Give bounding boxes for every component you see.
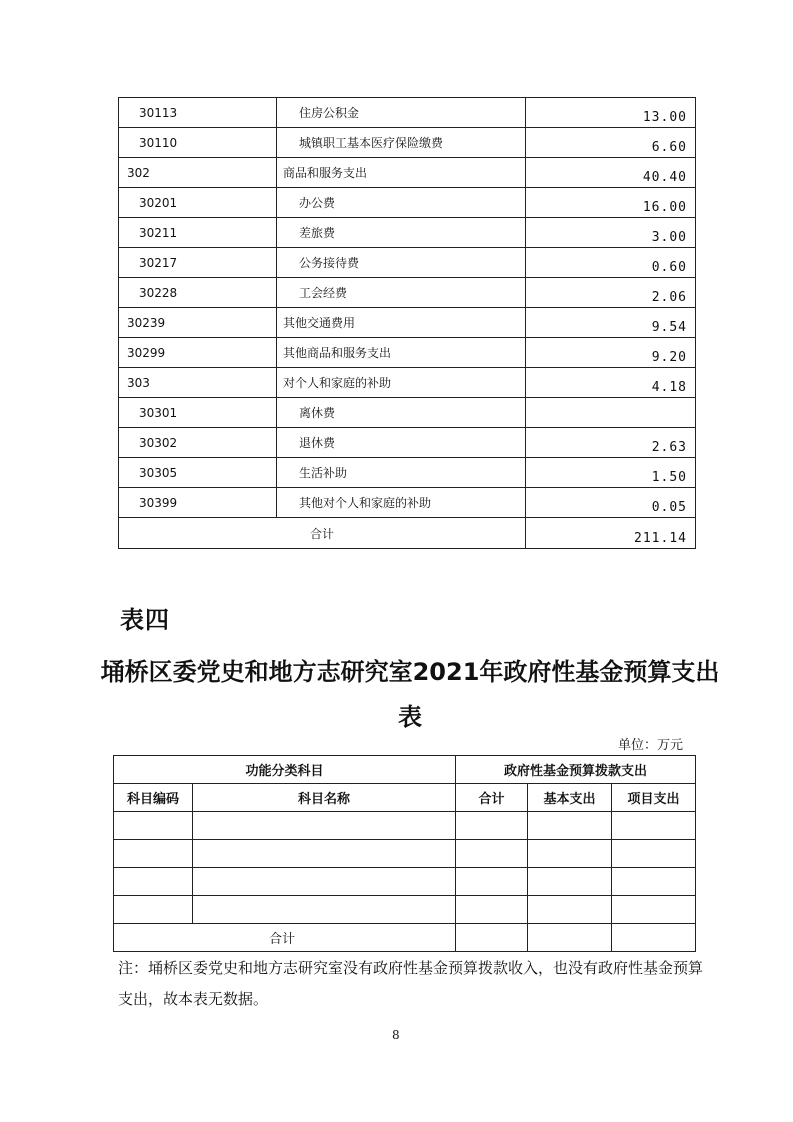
table-row (119, 248, 696, 278)
fund-table-column-header (114, 784, 696, 812)
empty-cell (528, 896, 612, 924)
row-name: 离休费 (277, 398, 526, 428)
unit-label: 单位：万元 (618, 738, 684, 753)
empty-cell (528, 868, 612, 896)
empty-cell (193, 840, 456, 868)
row-name: 退休费 (277, 428, 526, 458)
col-header-name: 科目名称 (193, 784, 456, 812)
row-name: 其他对个人和家庭的补助 (277, 488, 526, 518)
row-amount: 40.40 (526, 158, 696, 188)
empty-cell (193, 896, 456, 924)
total-amount: 211.14 (526, 518, 696, 549)
row-code: 30399 (119, 488, 277, 518)
row-name: 商品和服务支出 (277, 158, 526, 188)
empty-cell (193, 812, 456, 840)
empty-cell (528, 924, 612, 952)
row-name: 其他商品和服务支出 (277, 338, 526, 368)
row-amount: 16.00 (526, 188, 696, 218)
table-row (119, 98, 696, 128)
group-header-function: 功能分类科目 (114, 756, 456, 784)
table-row (119, 218, 696, 248)
col-header-code: 科目编码 (114, 784, 193, 812)
row-amount: 2.06 (526, 278, 696, 308)
fund-table-group-header (114, 756, 696, 784)
row-name: 城镇职工基本医疗保险缴费 (277, 128, 526, 158)
row-amount: 0.05 (526, 488, 696, 518)
row-name: 其他交通费用 (277, 308, 526, 338)
row-amount: 9.54 (526, 308, 696, 338)
table-row (119, 188, 696, 218)
row-code: 30302 (119, 428, 277, 458)
row-code: 30239 (119, 308, 277, 338)
row-name: 办公费 (277, 188, 526, 218)
row-code: 30113 (119, 98, 277, 128)
row-code: 30299 (119, 338, 277, 368)
empty-cell (114, 812, 193, 840)
row-amount: 9.20 (526, 338, 696, 368)
row-name: 住房公积金 (277, 98, 526, 128)
empty-cell (612, 924, 696, 952)
row-amount: 3.00 (526, 218, 696, 248)
table-row (114, 896, 696, 924)
row-code: 30301 (119, 398, 277, 428)
empty-cell (114, 896, 193, 924)
empty-cell (528, 840, 612, 868)
empty-cell (456, 896, 528, 924)
row-name: 差旅费 (277, 218, 526, 248)
table-row (119, 278, 696, 308)
row-amount: 2.63 (526, 428, 696, 458)
row-code: 30305 (119, 458, 277, 488)
empty-cell (193, 868, 456, 896)
table-row (119, 368, 696, 398)
table-row (119, 158, 696, 188)
empty-cell (612, 812, 696, 840)
empty-cell (612, 840, 696, 868)
row-code: 30211 (119, 218, 277, 248)
row-code: 30228 (119, 278, 277, 308)
table-row (114, 840, 696, 868)
table-row (119, 428, 696, 458)
expense-table (118, 97, 696, 549)
empty-cell (456, 868, 528, 896)
page-number: 8 (392, 1028, 400, 1042)
col-header-project: 项目支出 (612, 784, 696, 812)
fund-table-total-row (114, 924, 696, 952)
row-code: 303 (119, 368, 277, 398)
table-row (119, 128, 696, 158)
page-title: 埇桥区委党史和地方志研究室2021年政府性基金预算支出表 (100, 658, 720, 731)
table-row (119, 458, 696, 488)
empty-cell (456, 840, 528, 868)
col-header-total: 合计 (456, 784, 528, 812)
row-amount: 13.00 (526, 98, 696, 128)
col-header-basic: 基本支出 (528, 784, 612, 812)
row-name: 公务接待费 (277, 248, 526, 278)
table-row (114, 812, 696, 840)
expense-table-total-row (119, 518, 696, 549)
fund-table (113, 755, 696, 952)
row-name: 对个人和家庭的补助 (277, 368, 526, 398)
row-amount: 1.50 (526, 458, 696, 488)
expense-table-body (119, 98, 696, 549)
table-row (119, 488, 696, 518)
row-code: 30217 (119, 248, 277, 278)
row-amount: 4.18 (526, 368, 696, 398)
table-row (119, 308, 696, 338)
empty-cell (456, 812, 528, 840)
group-header-appropriation: 政府性基金预算拨款支出 (456, 756, 696, 784)
row-code: 30201 (119, 188, 277, 218)
empty-cell (612, 896, 696, 924)
table-row (114, 868, 696, 896)
section-label: 表四 (120, 606, 170, 634)
empty-cell (612, 868, 696, 896)
empty-cell (456, 924, 528, 952)
empty-cell (114, 868, 193, 896)
row-amount (526, 398, 696, 428)
total-label: 合计 (119, 518, 526, 549)
row-amount: 6.60 (526, 128, 696, 158)
table-row (119, 398, 696, 428)
row-name: 生活补助 (277, 458, 526, 488)
footnote: 注：埇桥区委党史和地方志研究室没有政府性基金预算拨款收入，也没有政府性基金预算支出，故本表无数据。 (118, 959, 704, 1008)
table-row (119, 338, 696, 368)
empty-cell (528, 812, 612, 840)
total-label: 合计 (114, 924, 456, 952)
row-amount: 0.60 (526, 248, 696, 278)
row-name: 工会经费 (277, 278, 526, 308)
row-code: 30110 (119, 128, 277, 158)
row-code: 302 (119, 158, 277, 188)
empty-cell (114, 840, 193, 868)
